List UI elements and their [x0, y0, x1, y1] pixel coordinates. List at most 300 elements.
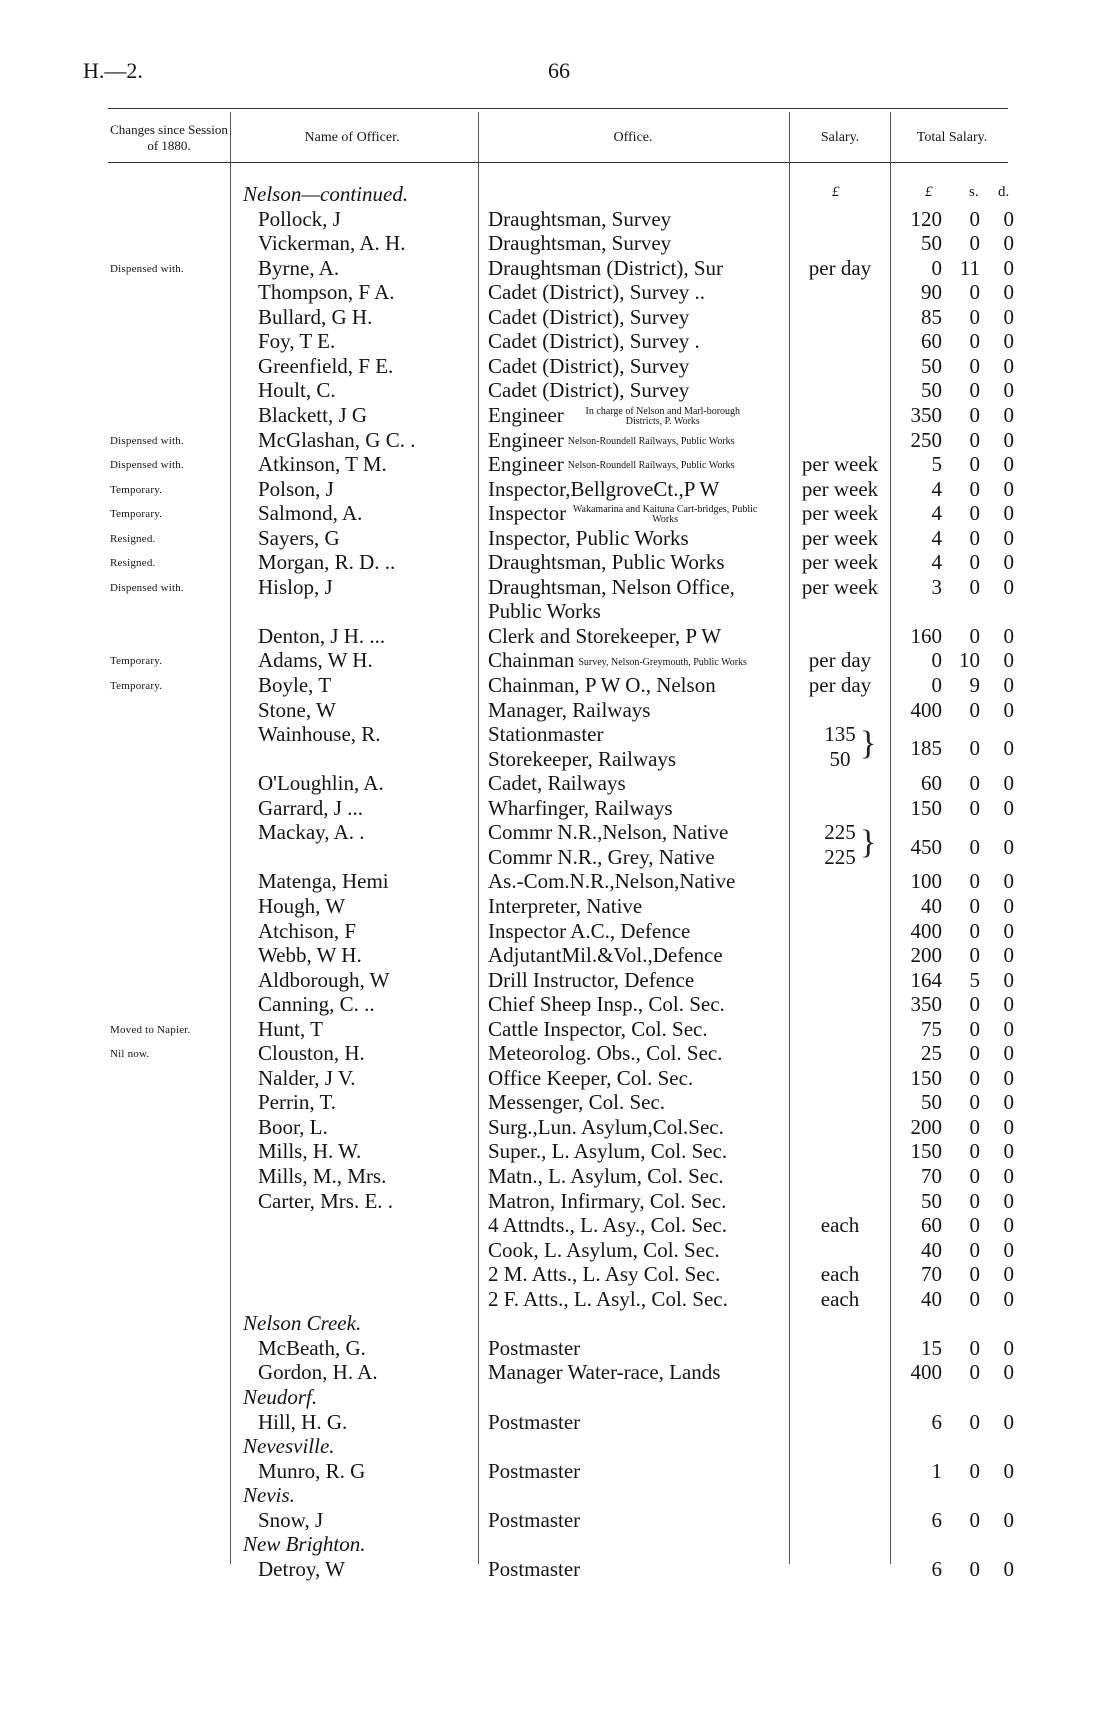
total-pence: 0	[1003, 736, 1014, 760]
table-row	[0, 1311, 1114, 1336]
office-title: Cadet (District), Survey	[488, 304, 690, 329]
office-cell	[488, 771, 626, 795]
office-title: Chief Sheep Insp., Col. Sec.	[488, 992, 725, 1017]
salary-unit: £	[832, 184, 840, 200]
change-note: Resigned.	[110, 532, 156, 545]
office-title: Matron, Infirmary, Col. Sec.	[488, 1188, 727, 1213]
total-pounds: 6	[931, 1507, 942, 1532]
page-number: 66	[548, 58, 570, 83]
total-pence: 0	[1003, 943, 1014, 968]
total-pounds: 40	[921, 1237, 942, 1262]
col-name-header: Name of Officer.	[304, 130, 400, 145]
salary-rate: each	[820, 1262, 860, 1287]
office-note: Nelson-Roundell Railways, Public Works	[567, 460, 735, 472]
total-pence: 0	[1003, 353, 1014, 378]
total-shillings: 0	[969, 918, 980, 943]
pence-unit: d.	[998, 184, 1010, 200]
office-title: Interpreter, Native	[488, 893, 643, 918]
total-shillings: 0	[969, 280, 980, 305]
total-pence: 0	[1003, 918, 1014, 943]
office-cell	[488, 280, 705, 304]
officer-name: O'Loughlin, A.	[258, 771, 384, 796]
total-pounds: 200	[910, 943, 942, 968]
office-title: Postmaster	[488, 1409, 581, 1434]
total-pence: 0	[1003, 1065, 1014, 1090]
total-pounds: 50	[921, 231, 942, 256]
office-cell	[488, 968, 694, 992]
table-row	[0, 477, 1114, 502]
table-row	[0, 329, 1114, 354]
office-title: Drill Instructor, Defence	[488, 967, 695, 992]
total-pence: 0	[1003, 476, 1014, 501]
office-note: In charge of Nelson and Marl-borough Districts, P. Works	[585, 406, 741, 428]
total-pounds: 40	[921, 1286, 942, 1311]
officer-name: Greenfield, F E.	[258, 353, 394, 378]
total-shillings: 0	[969, 402, 980, 427]
total-pence: 0	[1003, 1041, 1014, 1066]
office-title: Stationmaster	[488, 722, 604, 747]
total-pence: 0	[1003, 280, 1014, 305]
total-shillings: 0	[969, 353, 980, 378]
officer-name: Munro, R. G	[258, 1458, 366, 1483]
office-cell	[488, 1410, 580, 1434]
total-shillings: 0	[969, 1188, 980, 1213]
total-pounds: 40	[921, 893, 942, 918]
officer-name: Garrard, J ...	[258, 795, 363, 820]
officer-name: Atkinson, T M.	[258, 452, 387, 477]
total-pence: 0	[1003, 1409, 1014, 1434]
total-pounds: 100	[910, 869, 942, 894]
total-pounds: 50	[921, 1090, 942, 1115]
officer-name: Boor, L.	[258, 1114, 328, 1139]
total-pence: 0	[1003, 1114, 1014, 1139]
col-office-header: Office.	[613, 130, 653, 145]
total-shillings: 0	[969, 304, 980, 329]
total-shillings: 0	[969, 427, 980, 452]
header-rule	[108, 162, 1008, 163]
total-pounds: 450	[910, 835, 942, 859]
table-row	[0, 968, 1114, 993]
total-pounds: 3	[931, 574, 942, 599]
office-cell	[488, 1189, 726, 1213]
total-pounds: 120	[910, 206, 942, 231]
total-shillings: 0	[969, 1114, 980, 1139]
total-shillings: 0	[969, 550, 980, 575]
total-shillings: 10	[959, 648, 980, 673]
top-rule	[108, 108, 1008, 109]
table-row	[0, 182, 1114, 207]
total-shillings: 0	[969, 1065, 980, 1090]
office-cell	[488, 747, 676, 771]
total-pounds: 400	[910, 918, 942, 943]
total-pounds: 60	[921, 771, 942, 796]
office-cell	[488, 477, 719, 501]
office-title: 4 Attndts., L. Asy., Col. Sec.	[488, 1213, 727, 1238]
total-shillings: 0	[969, 1237, 980, 1262]
total-pence: 0	[1003, 378, 1014, 403]
total-pence: 0	[1003, 835, 1014, 859]
total-shillings: 0	[969, 1262, 980, 1287]
total-pounds: 0	[931, 648, 942, 673]
table-row	[0, 1164, 1114, 1189]
office-title: Draughtsman (District), Sur	[488, 255, 724, 280]
salary-rate: each	[820, 1286, 860, 1311]
col-total-header: Total Salary.	[916, 130, 988, 145]
officer-name: Snow, J	[258, 1507, 324, 1532]
office-cell	[488, 1090, 665, 1114]
office-cell	[488, 305, 689, 329]
office-note: Survey, Nelson-Greymouth, Public Works	[578, 656, 747, 668]
total-shillings: 0	[969, 869, 980, 894]
office-cell	[488, 919, 690, 943]
office-cell	[488, 207, 671, 231]
office-cell	[488, 329, 700, 353]
total-pence: 0	[1003, 452, 1014, 477]
office-title: Manager, Railways	[488, 697, 651, 722]
officer-name: Boyle, T	[258, 673, 332, 697]
officer-name: McBeath, G.	[258, 1335, 366, 1360]
office-cell	[488, 403, 758, 427]
officer-name: Bullard, G H.	[258, 304, 373, 329]
table-row	[0, 673, 1114, 698]
office-title: Inspector A.C., Defence	[488, 918, 691, 943]
office-title: As.-Com.N.R.,Nelson,Native	[488, 869, 736, 894]
officer-name: Pollock, J	[258, 206, 341, 231]
total-pence: 0	[1003, 1213, 1014, 1238]
total-pounds: 250	[910, 427, 942, 452]
right-brace: }	[860, 824, 877, 861]
salary-rate: 225	[824, 820, 856, 845]
office-cell	[488, 943, 723, 967]
table-row	[0, 575, 1114, 600]
office-cell	[488, 1557, 580, 1581]
change-note: Nil now.	[110, 1048, 150, 1061]
office-cell	[488, 722, 603, 746]
office-cell	[488, 992, 725, 1016]
office-title: Draughtsman, Survey	[488, 206, 672, 231]
table-row	[0, 1017, 1114, 1042]
office-cell	[488, 550, 725, 574]
total-pounds: 1	[931, 1458, 942, 1483]
office-cell	[488, 354, 689, 378]
total-shillings: 0	[969, 1016, 980, 1041]
total-pence: 0	[1003, 795, 1014, 820]
total-pence: 0	[1003, 1286, 1014, 1311]
section-heading: Nevesville.	[243, 1434, 335, 1459]
table-row	[0, 1557, 1114, 1582]
office-cell	[488, 1115, 724, 1139]
total-pounds: 350	[910, 992, 942, 1017]
office-title: Postmaster	[488, 1507, 581, 1532]
total-shillings: 0	[969, 206, 980, 231]
office-cell	[488, 1360, 720, 1384]
office-title: Chainman	[488, 648, 575, 673]
change-note: Moved to Napier.	[110, 1023, 191, 1036]
table-row	[0, 550, 1114, 575]
officer-name: Matenga, Hemi	[258, 869, 389, 894]
table-row	[0, 1459, 1114, 1484]
total-pence: 0	[1003, 304, 1014, 329]
office-title: Chainman, P W O., Nelson	[488, 673, 716, 697]
total-pence: 0	[1003, 427, 1014, 452]
total-shillings: 0	[969, 574, 980, 599]
office-cell	[488, 256, 723, 280]
office-cell	[488, 1508, 580, 1532]
total-shillings: 0	[969, 501, 980, 526]
office-cell	[488, 1262, 720, 1286]
total-shillings: 0	[969, 231, 980, 256]
office-title: Cadet (District), Survey	[488, 353, 690, 378]
table-row	[0, 1532, 1114, 1557]
officer-name: Hoult, C.	[258, 378, 336, 403]
table-row	[0, 894, 1114, 919]
officer-name: Salmond, A.	[258, 501, 363, 526]
table-row	[0, 1213, 1114, 1238]
salary-rate: per week	[801, 550, 879, 575]
table-row	[0, 1041, 1114, 1066]
total-pence: 0	[1003, 206, 1014, 231]
total-pence: 0	[1003, 1262, 1014, 1287]
officer-name: Mackay, A. .	[258, 820, 365, 845]
total-pounds: 400	[910, 697, 942, 722]
table-row	[0, 207, 1114, 232]
office-title: Engineer	[488, 427, 564, 452]
office-title: Surg.,Lun. Asylum,Col.Sec.	[488, 1114, 724, 1139]
table-row	[0, 1410, 1114, 1435]
total-shillings: 0	[969, 736, 980, 760]
total-shillings: 0	[969, 452, 980, 477]
total-pence: 0	[1003, 574, 1014, 599]
table-row	[0, 280, 1114, 305]
officer-name: Byrne, A.	[258, 255, 340, 280]
total-pounds: 25	[921, 1041, 942, 1066]
total-shillings: 0	[969, 1507, 980, 1532]
officer-name: Mills, H. W.	[258, 1139, 362, 1164]
salary-rate: per day	[808, 255, 872, 280]
col-changes-header: Changes since Session of 1880.	[110, 122, 228, 153]
total-pence: 0	[1003, 1139, 1014, 1164]
total-shillings: 0	[969, 623, 980, 648]
total-pounds: 6	[931, 1556, 942, 1581]
office-title: Cook, L. Asylum, Col. Sec.	[488, 1237, 720, 1262]
total-pounds: 400	[910, 1360, 942, 1385]
total-pence: 0	[1003, 1458, 1014, 1483]
table-row	[0, 1483, 1114, 1508]
total-pence: 0	[1003, 1016, 1014, 1041]
total-pence: 0	[1003, 697, 1014, 722]
salary-rate: per week	[801, 476, 879, 501]
total-pence: 0	[1003, 255, 1014, 280]
office-title: AdjutantMil.&Vol.,Defence	[488, 943, 723, 968]
salary-rate: each	[820, 1213, 860, 1238]
total-pounds: 4	[931, 501, 942, 526]
officer-name: Nalder, J V.	[258, 1065, 356, 1090]
office-cell	[488, 1139, 727, 1163]
col-salary-header: Salary.	[820, 130, 860, 145]
total-pounds: 164	[910, 967, 942, 992]
table-row	[0, 1066, 1114, 1091]
office-cell	[488, 231, 671, 255]
section-heading: New Brighton.	[243, 1532, 366, 1557]
office-title: Postmaster	[488, 1335, 581, 1360]
table-row	[0, 771, 1114, 796]
officer-name: Perrin, T.	[258, 1090, 336, 1115]
officer-name: Thompson, F A.	[258, 280, 395, 305]
total-shillings: 0	[969, 1041, 980, 1066]
total-pounds: 350	[910, 402, 942, 427]
office-title: Engineer	[488, 402, 564, 427]
table-row	[0, 869, 1114, 894]
table-row	[0, 1262, 1114, 1287]
total-pounds: 60	[921, 1213, 942, 1238]
office-cell	[488, 820, 728, 844]
office-cell	[488, 599, 601, 623]
office-title: Commr N.R.,Nelson, Native	[488, 820, 729, 845]
total-pence: 0	[1003, 402, 1014, 427]
total-pounds: 15	[921, 1335, 942, 1360]
officer-name: Atchison, F	[258, 918, 357, 943]
office-title: Inspector,BellgroveCt.,P W	[488, 476, 720, 501]
total-shillings: 0	[969, 378, 980, 403]
total-shillings: 0	[969, 1556, 980, 1581]
total-pence: 0	[1003, 1556, 1014, 1581]
table-row	[0, 919, 1114, 944]
officer-name: Morgan, R. D. ..	[258, 550, 396, 575]
total-pence: 0	[1003, 1237, 1014, 1262]
office-cell	[488, 1336, 580, 1360]
office-title: Commr N.R., Grey, Native	[488, 844, 715, 869]
officer-name: Vickerman, A. H.	[258, 231, 406, 256]
total-pounds: 0	[931, 255, 942, 280]
change-note: Resigned.	[110, 557, 156, 570]
table-row	[0, 231, 1114, 256]
officer-name: Gordon, H. A.	[258, 1360, 378, 1385]
table-row	[0, 1189, 1114, 1214]
section-heading: Nelson Creek.	[243, 1311, 362, 1336]
office-title: Public Works	[488, 599, 601, 624]
officer-name: Stone, W	[258, 697, 336, 722]
total-pence: 0	[1003, 1335, 1014, 1360]
total-shillings: 0	[969, 476, 980, 501]
total-pence: 0	[1003, 329, 1014, 354]
office-title: Inspector	[488, 501, 567, 526]
total-pounds: 90	[921, 280, 942, 305]
total-pence: 0	[1003, 893, 1014, 918]
total-shillings: 0	[969, 893, 980, 918]
table-row	[0, 1434, 1114, 1459]
office-title: Postmaster	[488, 1556, 581, 1581]
salary-rate: per week	[801, 501, 879, 526]
total-pence: 0	[1003, 1188, 1014, 1213]
change-note: Temporary.	[110, 655, 163, 668]
office-cell	[488, 1041, 722, 1065]
total-pence: 0	[1003, 1507, 1014, 1532]
office-cell	[488, 673, 716, 697]
salary-rate: 50	[829, 746, 851, 771]
total-shillings: 0	[969, 1139, 980, 1164]
total-pounds: 160	[910, 623, 942, 648]
change-note: Temporary.	[110, 483, 163, 496]
table-row	[0, 1238, 1114, 1263]
total-pounds: 0	[931, 673, 942, 697]
total-pence: 0	[1003, 967, 1014, 992]
total-pounds: 6	[931, 1409, 942, 1434]
table-row	[0, 354, 1114, 379]
total-pounds: 5	[931, 452, 942, 477]
change-note: Dispensed with.	[110, 581, 184, 594]
officer-name: McGlashan, G C. .	[258, 427, 416, 452]
office-title: Draughtsman, Nelson Office,	[488, 574, 735, 599]
officer-name: Adams, W H.	[258, 648, 373, 673]
office-cell	[488, 1213, 727, 1237]
total-pounds: 200	[910, 1114, 942, 1139]
total-shillings: 0	[969, 525, 980, 550]
total-pence: 0	[1003, 231, 1014, 256]
total-shillings: 0	[969, 771, 980, 796]
total-pounds: 75	[921, 1016, 942, 1041]
total-pounds: 4	[931, 476, 942, 501]
officer-name: Hough, W	[258, 893, 346, 918]
table-row	[0, 1139, 1114, 1164]
total-pence: 0	[1003, 501, 1014, 526]
total-pence: 0	[1003, 869, 1014, 894]
salary-rate: 225	[824, 844, 856, 869]
office-cell	[488, 526, 689, 550]
table-row	[0, 648, 1114, 673]
office-cell	[488, 501, 760, 525]
table-row	[0, 1385, 1114, 1410]
total-shillings: 0	[969, 943, 980, 968]
salary-rate: per week	[801, 574, 879, 599]
office-cell	[488, 1459, 580, 1483]
office-cell	[488, 1238, 720, 1262]
office-title: Draughtsman, Public Works	[488, 550, 725, 575]
change-note: Temporary.	[110, 680, 163, 692]
office-title: Meteorolog. Obs., Col. Sec.	[488, 1041, 723, 1066]
office-title: Clerk and Storekeeper, P W	[488, 623, 722, 648]
total-shillings: 0	[969, 329, 980, 354]
table-row	[0, 501, 1114, 526]
officer-name: Denton, J H. ...	[258, 623, 386, 648]
office-title: Cadet, Railways	[488, 771, 626, 796]
office-cell	[488, 452, 735, 476]
table-row	[0, 526, 1114, 551]
total-pounds: 150	[910, 1139, 942, 1164]
table-row	[0, 796, 1114, 821]
table-row	[0, 428, 1114, 453]
total-shillings: 9	[969, 673, 980, 697]
office-cell	[488, 378, 689, 402]
office-cell	[488, 1066, 693, 1090]
office-note: Wakamarina and Kaituna Cart-bridges, Public Works	[572, 504, 758, 526]
office-cell	[488, 1287, 728, 1311]
total-pence: 0	[1003, 992, 1014, 1017]
office-note: Nelson-Roundell Railways, Public Works	[567, 435, 735, 447]
total-pence: 0	[1003, 771, 1014, 796]
office-title: Wharfinger, Railways	[488, 795, 673, 820]
total-pounds: 150	[910, 795, 942, 820]
total-pence: 0	[1003, 525, 1014, 550]
office-title: Draughtsman, Survey	[488, 231, 672, 256]
office-cell	[488, 648, 747, 672]
table-row	[0, 1090, 1114, 1115]
officer-name: Mills, M., Mrs.	[258, 1164, 387, 1188]
office-cell	[488, 796, 673, 820]
total-shillings: 0	[969, 1164, 980, 1188]
office-cell	[488, 894, 642, 918]
office-title: Messenger, Col. Sec.	[488, 1090, 666, 1115]
office-cell	[488, 575, 735, 599]
